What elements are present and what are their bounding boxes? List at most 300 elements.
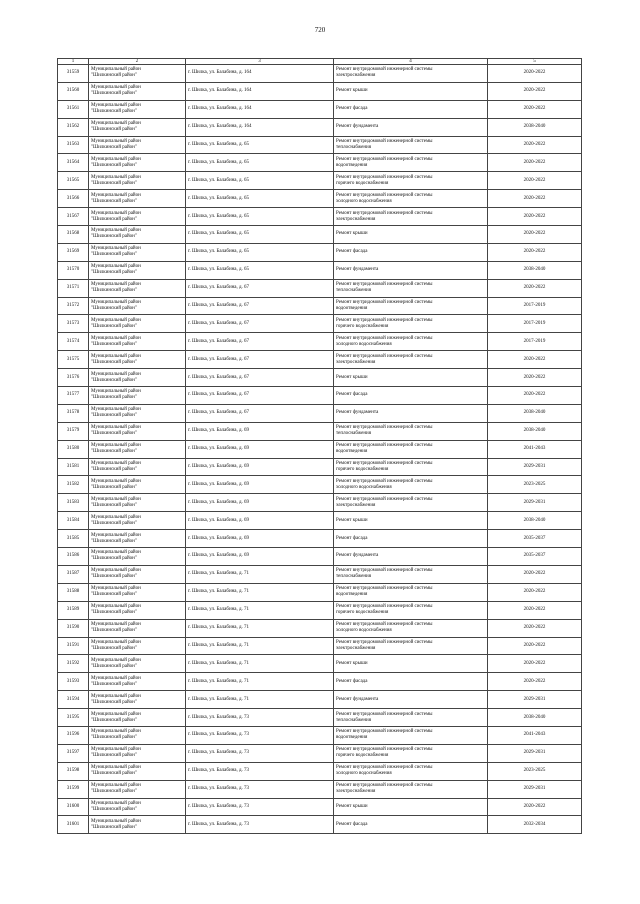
cell-line: Ремонт внутридомовой инженерной системы: [336, 174, 433, 180]
cell-period: 2029-2031: [488, 494, 582, 512]
cell-period: 2038-2040: [488, 422, 582, 440]
cell-address: г. Шилка, ул. Балабина, д. 67: [186, 315, 334, 333]
cell-work-type: Ремонт фасада: [334, 530, 488, 548]
cell-municipality: [89, 208, 186, 226]
cell-address: г. Шилка, ул. Балабина, д. 65: [186, 261, 334, 279]
cell-address: г. Шилка, ул. Балабина, д. 71: [186, 655, 334, 673]
cell-line: теплоснабжения: [336, 431, 371, 437]
cell-period: 2038-2040: [488, 709, 582, 727]
cell-line: "Шилкинский район": [91, 681, 137, 687]
cell-line: Муниципальный район: [91, 139, 141, 144]
cell-period: 2029-2031: [488, 744, 582, 762]
cell-row-number: 31582: [58, 476, 89, 494]
cell-period: 2020-2022: [488, 243, 582, 261]
table-row: [58, 243, 582, 261]
cell-municipality: [89, 118, 186, 136]
cell-row-number: 31573: [58, 315, 89, 333]
cell-line: "Шилкинский район": [91, 216, 137, 222]
cell-address: г. Шилка, ул. Балабина, д. 164: [186, 100, 334, 118]
cell-work-type: [334, 351, 488, 369]
cell-line: Муниципальный район: [91, 407, 141, 413]
cell-address: г. Шилка, ул. Балабина, д. 65: [186, 243, 334, 261]
cell-row-number: 31581: [58, 458, 89, 476]
cell-row-number: 31596: [58, 726, 89, 744]
cell-line: "Шилкинский район": [91, 556, 137, 562]
cell-address: г. Шилка, ул. Балабина, д. 69: [186, 422, 334, 440]
cell-line: Муниципальный район: [91, 783, 141, 789]
cell-address: г. Шилка, ул. Балабина, д. 67: [186, 404, 334, 422]
table-row: [58, 65, 582, 83]
cell-row-number: 31563: [58, 136, 89, 154]
cell-line: Муниципальный район: [91, 622, 141, 628]
cell-row-number: 31577: [58, 387, 89, 405]
cell-line: "Шилкинский район": [91, 127, 137, 133]
cell-municipality: [89, 476, 186, 494]
cell-municipality: [89, 100, 186, 118]
cell-address: г. Шилка, ул. Балабина, д. 73: [186, 780, 334, 798]
cell-row-number: 31567: [58, 208, 89, 226]
cell-period: 2029-2031: [488, 780, 582, 798]
cell-municipality: [89, 762, 186, 780]
cell-period: 2020-2022: [488, 136, 582, 154]
cell-address: г. Шилка, ул. Балабина, д. 73: [186, 709, 334, 727]
cell-line: водоотведения: [336, 306, 368, 312]
table-row: [58, 369, 582, 387]
cell-address: г. Шилка, ул. Балабина, д. 73: [186, 798, 334, 816]
cell-line: "Шилкинский район": [91, 771, 137, 777]
cell-line: "Шилкинский район": [91, 252, 137, 258]
cell-line: "Шилкинский район": [91, 234, 137, 240]
table-row: [58, 798, 582, 816]
cell-municipality: [89, 422, 186, 440]
cell-work-type: [334, 208, 488, 226]
cell-line: Муниципальный район: [91, 818, 141, 824]
table-row: [58, 780, 582, 798]
registry-table: [57, 58, 582, 834]
table-row: [58, 565, 582, 583]
cell-line: "Шилкинский район": [91, 377, 137, 383]
cell-row-number: 31575: [58, 351, 89, 369]
cell-line: "Шилкинский район": [91, 806, 137, 812]
cell-address: г. Шилка, ул. Балабина, д. 67: [186, 333, 334, 351]
table-row: [58, 154, 582, 172]
cell-work-type: [334, 154, 488, 172]
cell-row-number: 31588: [58, 583, 89, 601]
cell-address: г. Шилка, ул. Балабина, д. 69: [186, 512, 334, 530]
cell-address: г. Шилка, ул. Балабина, д. 71: [186, 637, 334, 655]
cell-period: 2017-2019: [488, 333, 582, 351]
cell-period: 2020-2022: [488, 351, 582, 369]
cell-period: 2020-2022: [488, 673, 582, 691]
cell-line: "Шилкинский район": [91, 610, 137, 616]
cell-line: "Шилкинский район": [91, 91, 137, 97]
cell-line: водоотведения: [336, 592, 368, 598]
cell-line: Муниципальный район: [91, 228, 141, 234]
cell-line: Муниципальный район: [91, 639, 141, 645]
cell-line: "Шилкинский район": [91, 520, 137, 526]
cell-line: "Шилкинский район": [91, 431, 137, 437]
cell-row-number: 31580: [58, 440, 89, 458]
cell-address: г. Шилка, ул. Балабина, д. 71: [186, 673, 334, 691]
cell-row-number: 31572: [58, 297, 89, 315]
table-row: [58, 172, 582, 190]
cell-line: Ремонт внутридомовой инженерной системы: [336, 622, 433, 628]
cell-row-number: 31600: [58, 798, 89, 816]
cell-line: "Шилкинский район": [91, 413, 137, 419]
cell-line: теплоснабжения: [336, 288, 371, 294]
cell-line: "Шилкинский район": [91, 663, 137, 669]
cell-address: г. Шилка, ул. Балабина, д. 164: [186, 82, 334, 100]
cell-address: г. Шилка, ул. Балабина, д. 67: [186, 351, 334, 369]
cell-line: "Шилкинский район": [91, 198, 137, 204]
cell-address: г. Шилка, ул. Балабина, д. 67: [186, 369, 334, 387]
cell-line: холодного водоснабжения: [336, 628, 392, 634]
cell-municipality: [89, 548, 186, 566]
cell-address: г. Шилка, ул. Балабина, д. 71: [186, 691, 334, 709]
cell-work-type: Ремонт крыши: [334, 798, 488, 816]
cell-work-type: [334, 172, 488, 190]
cell-work-type: [334, 709, 488, 727]
cell-municipality: [89, 154, 186, 172]
header-cell-col5: 5: [488, 59, 582, 65]
cell-address: г. Шилка, ул. Балабина, д. 73: [186, 816, 334, 834]
cell-row-number: 31560: [58, 82, 89, 100]
table-row: [58, 387, 582, 405]
cell-work-type: Ремонт крыши: [334, 82, 488, 100]
cell-municipality: [89, 458, 186, 476]
cell-address: г. Шилка, ул. Балабина, д. 73: [186, 762, 334, 780]
cell-row-number: 31576: [58, 369, 89, 387]
cell-row-number: 31589: [58, 601, 89, 619]
cell-row-number: 31593: [58, 673, 89, 691]
cell-line: горячего водоснабжения: [336, 180, 389, 186]
cell-address: г. Шилка, ул. Балабина, д. 65: [186, 172, 334, 190]
cell-line: электроснабжения: [336, 216, 376, 222]
cell-row-number: 31599: [58, 780, 89, 798]
table-row: [58, 440, 582, 458]
cell-line: Муниципальный район: [91, 711, 141, 717]
cell-period: 2020-2022: [488, 279, 582, 297]
cell-work-type: [334, 315, 488, 333]
table-row: [58, 118, 582, 136]
table-row: [58, 637, 582, 655]
cell-period: 2020-2022: [488, 369, 582, 387]
table-row: [58, 208, 582, 226]
cell-line: горячего водоснабжения: [336, 467, 389, 473]
cell-work-type: [334, 136, 488, 154]
table-row: [58, 601, 582, 619]
cell-line: "Шилкинский район": [91, 592, 137, 598]
cell-line: Ремонт внутридомовой инженерной системы: [336, 783, 433, 789]
cell-line: холодного водоснабжения: [336, 198, 392, 204]
table-row: [58, 583, 582, 601]
cell-line: Муниципальный район: [91, 604, 141, 610]
cell-line: Муниципальный район: [91, 693, 141, 699]
cell-period: 2020-2022: [488, 798, 582, 816]
table-row: [58, 458, 582, 476]
cell-row-number: 31564: [58, 154, 89, 172]
cell-row-number: 31570: [58, 261, 89, 279]
cell-row-number: 31584: [58, 512, 89, 530]
cell-work-type: Ремонт фасада: [334, 243, 488, 261]
cell-line: Ремонт внутридомовой инженерной системы: [336, 139, 433, 144]
cell-line: Муниципальный район: [91, 192, 141, 198]
cell-period: 2023-2025: [488, 476, 582, 494]
cell-period: 2020-2022: [488, 565, 582, 583]
cell-line: "Шилкинский район": [91, 789, 137, 795]
cell-address: г. Шилка, ул. Балабина, д. 65: [186, 208, 334, 226]
cell-work-type: Ремонт фасада: [334, 816, 488, 834]
cell-line: Муниципальный район: [91, 675, 141, 681]
cell-work-type: [334, 458, 488, 476]
cell-line: Муниципальный район: [91, 478, 141, 484]
cell-line: Ремонт внутридомовой инженерной системы: [336, 568, 433, 574]
cell-line: Муниципальный район: [91, 586, 141, 592]
cell-municipality: [89, 351, 186, 369]
cell-period: 2032-2034: [488, 816, 582, 834]
table-row: [58, 726, 582, 744]
cell-work-type: Ремонт фундамента: [334, 548, 488, 566]
cell-line: Муниципальный район: [91, 389, 141, 395]
cell-line: теплоснабжения: [336, 717, 371, 723]
cell-period: 2035-2037: [488, 530, 582, 548]
cell-line: "Шилкинский район": [91, 717, 137, 723]
cell-line: Муниципальный район: [91, 264, 141, 270]
table-row: [58, 279, 582, 297]
cell-address: г. Шилка, ул. Балабина, д. 73: [186, 744, 334, 762]
cell-work-type: [334, 422, 488, 440]
cell-address: г. Шилка, ул. Балабина, д. 69: [186, 458, 334, 476]
cell-line: "Шилкинский район": [91, 699, 137, 705]
cell-line: Ремонт внутридомовой инженерной системы: [336, 67, 433, 73]
table-row: [58, 422, 582, 440]
cell-period: 2020-2022: [488, 208, 582, 226]
header-cell-col3: 3: [186, 59, 334, 65]
page-number: 720: [314, 26, 326, 34]
cell-line: Муниципальный район: [91, 210, 141, 216]
cell-row-number: 31583: [58, 494, 89, 512]
cell-municipality: [89, 387, 186, 405]
cell-municipality: [89, 279, 186, 297]
cell-municipality: [89, 172, 186, 190]
cell-row-number: 31569: [58, 243, 89, 261]
cell-address: г. Шилка, ул. Балабина, д. 65: [186, 154, 334, 172]
table-row: [58, 136, 582, 154]
cell-line: Ремонт внутридомовой инженерной системы: [336, 478, 433, 484]
cell-municipality: [89, 798, 186, 816]
cell-municipality: [89, 530, 186, 548]
cell-line: Муниципальный район: [91, 729, 141, 735]
cell-work-type: Ремонт крыши: [334, 369, 488, 387]
cell-period: 2041-2043: [488, 440, 582, 458]
cell-row-number: 31562: [58, 118, 89, 136]
cell-line: "Шилкинский район": [91, 162, 137, 168]
cell-line: Муниципальный район: [91, 282, 141, 288]
cell-line: водоотведения: [336, 449, 368, 455]
cell-row-number: 31594: [58, 691, 89, 709]
cell-municipality: [89, 691, 186, 709]
cell-municipality: [89, 816, 186, 834]
cell-period: 2020-2022: [488, 601, 582, 619]
cell-period: 2020-2022: [488, 154, 582, 172]
cell-period: 2017-2019: [488, 315, 582, 333]
cell-line: электроснабжения: [336, 645, 376, 651]
table-row: [58, 476, 582, 494]
cell-address: г. Шилка, ул. Балабина, д. 71: [186, 619, 334, 637]
cell-line: "Шилкинский район": [91, 341, 137, 347]
cell-line: горячего водоснабжения: [336, 610, 389, 616]
cell-address: г. Шилка, ул. Балабина, д. 65: [186, 190, 334, 208]
cell-row-number: 31601: [58, 816, 89, 834]
cell-line: Ремонт внутридомовой инженерной системы: [336, 156, 433, 162]
cell-line: Муниципальный район: [91, 335, 141, 341]
cell-work-type: Ремонт фасада: [334, 100, 488, 118]
cell-address: г. Шилка, ул. Балабина, д. 164: [186, 118, 334, 136]
cell-work-type: Ремонт фундамента: [334, 261, 488, 279]
cell-line: горячего водоснабжения: [336, 323, 389, 329]
cell-address: г. Шилка, ул. Балабина, д. 67: [186, 279, 334, 297]
cell-municipality: [89, 136, 186, 154]
header-cell-col1: 1: [58, 59, 89, 65]
cell-period: 2038-2040: [488, 404, 582, 422]
cell-work-type: [334, 744, 488, 762]
cell-municipality: [89, 601, 186, 619]
table-body: [58, 65, 582, 834]
cell-row-number: 31559: [58, 65, 89, 83]
cell-address: г. Шилка, ул. Балабина, д. 73: [186, 726, 334, 744]
cell-line: Ремонт внутридомовой инженерной системы: [336, 765, 433, 771]
cell-line: Муниципальный район: [91, 443, 141, 449]
cell-address: г. Шилка, ул. Балабина, д. 67: [186, 387, 334, 405]
cell-line: Муниципальный район: [91, 121, 141, 127]
cell-municipality: [89, 243, 186, 261]
cell-line: водоотведения: [336, 735, 368, 741]
cell-period: 2029-2031: [488, 691, 582, 709]
cell-line: Муниципальный район: [91, 67, 141, 73]
cell-period: 2020-2022: [488, 82, 582, 100]
cell-work-type: [334, 476, 488, 494]
cell-municipality: [89, 709, 186, 727]
cell-work-type: [334, 762, 488, 780]
cell-line: Ремонт внутридомовой инженерной системы: [336, 353, 433, 359]
cell-row-number: 31571: [58, 279, 89, 297]
cell-row-number: 31561: [58, 100, 89, 118]
cell-line: Ремонт внутридомовой инженерной системы: [336, 443, 433, 449]
cell-work-type: Ремонт крыши: [334, 226, 488, 244]
cell-line: "Шилкинский район": [91, 484, 137, 490]
cell-row-number: 31579: [58, 422, 89, 440]
cell-line: Ремонт внутридомовой инженерной системы: [336, 604, 433, 610]
cell-work-type: Ремонт крыши: [334, 512, 488, 530]
cell-line: Муниципальный район: [91, 317, 141, 323]
cell-period: 2020-2022: [488, 226, 582, 244]
cell-work-type: [334, 65, 488, 83]
cell-work-type: [334, 780, 488, 798]
cell-period: 2017-2019: [488, 297, 582, 315]
cell-municipality: [89, 565, 186, 583]
cell-line: горячего водоснабжения: [336, 753, 389, 759]
cell-line: "Шилкинский район": [91, 645, 137, 651]
cell-line: "Шилкинский район": [91, 288, 137, 294]
cell-line: Муниципальный район: [91, 496, 141, 502]
cell-work-type: [334, 190, 488, 208]
cell-row-number: 31586: [58, 548, 89, 566]
cell-work-type: [334, 440, 488, 458]
cell-period: 2035-2037: [488, 548, 582, 566]
cell-line: Муниципальный район: [91, 550, 141, 556]
cell-period: 2038-2040: [488, 261, 582, 279]
cell-work-type: [334, 726, 488, 744]
cell-line: Ремонт внутридомовой инженерной системы: [336, 282, 433, 288]
cell-municipality: [89, 404, 186, 422]
cell-line: Ремонт внутридомовой инженерной системы: [336, 317, 433, 323]
cell-line: Ремонт внутридомовой инженерной системы: [336, 639, 433, 645]
cell-row-number: 31568: [58, 226, 89, 244]
cell-row-number: 31591: [58, 637, 89, 655]
cell-line: Ремонт внутридомовой инженерной системы: [336, 300, 433, 306]
cell-line: водоотведения: [336, 162, 368, 168]
cell-line: Ремонт внутридомовой инженерной системы: [336, 425, 433, 431]
cell-municipality: [89, 65, 186, 83]
cell-line: электроснабжения: [336, 359, 376, 365]
cell-line: "Шилкинский район": [91, 628, 137, 634]
cell-municipality: [89, 583, 186, 601]
cell-line: "Шилкинский район": [91, 824, 137, 830]
cell-line: "Шилкинский район": [91, 306, 137, 312]
cell-row-number: 31597: [58, 744, 89, 762]
cell-line: Ремонт внутридомовой инженерной системы: [336, 461, 433, 467]
cell-line: "Шилкинский район": [91, 359, 137, 365]
cell-line: "Шилкинский район": [91, 395, 137, 401]
cell-line: "Шилкинский район": [91, 574, 137, 580]
cell-work-type: [334, 619, 488, 637]
cell-address: г. Шилка, ул. Балабина, д. 69: [186, 494, 334, 512]
cell-line: "Шилкинский район": [91, 467, 137, 473]
cell-row-number: 31598: [58, 762, 89, 780]
table-row: [58, 297, 582, 315]
cell-address: г. Шилка, ул. Балабина, д. 69: [186, 440, 334, 458]
cell-address: г. Шилка, ул. Балабина, д. 69: [186, 476, 334, 494]
cell-line: Муниципальный район: [91, 765, 141, 771]
cell-municipality: [89, 82, 186, 100]
cell-work-type: [334, 637, 488, 655]
cell-row-number: 31566: [58, 190, 89, 208]
cell-municipality: [89, 726, 186, 744]
cell-address: г. Шилка, ул. Балабина, д. 71: [186, 565, 334, 583]
cell-line: Муниципальный район: [91, 246, 141, 252]
table-row: [58, 351, 582, 369]
cell-line: "Шилкинский район": [91, 145, 137, 150]
cell-work-type: [334, 333, 488, 351]
cell-period: 2020-2022: [488, 172, 582, 190]
cell-line: Муниципальный район: [91, 371, 141, 377]
cell-line: Муниципальный район: [91, 461, 141, 467]
cell-line: Муниципальный район: [91, 353, 141, 359]
cell-line: Муниципальный район: [91, 657, 141, 663]
cell-line: Ремонт внутридомовой инженерной системы: [336, 747, 433, 753]
cell-line: "Шилкинский район": [91, 73, 137, 79]
cell-work-type: [334, 601, 488, 619]
cell-work-type: [334, 279, 488, 297]
cell-address: г. Шилка, ул. Балабина, д. 164: [186, 65, 334, 83]
cell-municipality: [89, 655, 186, 673]
cell-line: Ремонт внутридомовой инженерной системы: [336, 335, 433, 341]
cell-line: Муниципальный район: [91, 85, 141, 91]
cell-line: Ремонт внутридомовой инженерной системы: [336, 210, 433, 216]
cell-line: теплоснабжения: [336, 145, 371, 150]
table-row: [58, 494, 582, 512]
cell-work-type: Ремонт крыши: [334, 655, 488, 673]
